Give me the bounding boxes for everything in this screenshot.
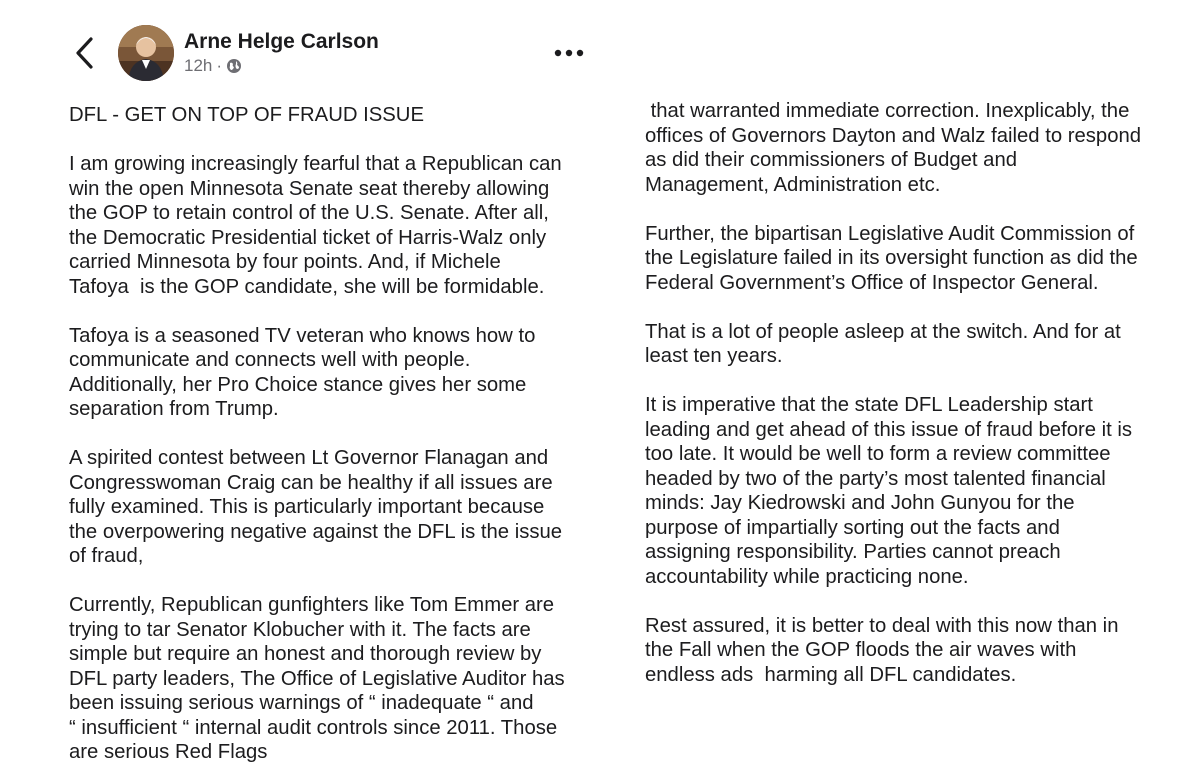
paragraph xyxy=(645,99,1185,197)
text-line: trying to tar Senator Klobucher with it. The facts are xyxy=(69,618,531,641)
text-line: too late. It would be well to form a review committee xyxy=(645,443,1111,465)
paragraph xyxy=(645,614,1185,688)
text-line: Tafoya is the GOP candidate, she will be formidable. xyxy=(69,275,545,298)
text-line: the GOP to retain control of the U.S. Senate. After all, xyxy=(69,202,549,224)
text-line: Rest assured, it is better to deal with this now than in xyxy=(645,614,1119,637)
author-name[interactable]: Arne Helge Carlson xyxy=(184,30,379,53)
post-meta xyxy=(184,56,242,76)
post-text-left-column xyxy=(69,103,609,765)
text-line: A spirited contest between Lt Governor Flanagan and xyxy=(69,447,549,469)
text-line: simple but require an honest and thorough review by xyxy=(69,643,542,665)
paragraph xyxy=(645,320,1185,369)
text-line: Currently, Republican gunfighters like Tom Emmer are xyxy=(69,594,555,616)
text-line: Federal Government’s Office of Inspector General. xyxy=(645,271,1099,294)
paragraph xyxy=(645,222,1185,296)
text-line: the Legislature failed in its oversight function as did the xyxy=(645,247,1138,269)
avatar[interactable] xyxy=(118,25,174,81)
more-options-button[interactable] xyxy=(553,40,585,66)
text-line: “ insufficient “ internal audit controls since 2011. Those xyxy=(69,716,558,739)
text-line: offices of Governors Dayton and Walz failed to respond xyxy=(645,124,1142,147)
text-line: leading and get ahead of this issue of fraud before it is xyxy=(645,418,1133,441)
text-line: separation from Trump. xyxy=(69,398,279,420)
more-horizontal-icon xyxy=(553,40,585,66)
post-header xyxy=(0,0,600,95)
text-line: least ten years. xyxy=(645,345,783,367)
text-line: DFL party leaders, The Office of Legislative Auditor has xyxy=(69,667,565,690)
text-line: are serious Red Flags xyxy=(69,741,268,763)
paragraph xyxy=(645,393,1185,589)
back-button[interactable] xyxy=(70,34,100,72)
text-line: win the open Minnesota Senate seat thereby allowing xyxy=(69,177,550,200)
text-line: that warranted immediate correction. Inexplicably, the xyxy=(645,100,1130,122)
text-line: Additionally, her Pro Choice stance gives her some xyxy=(69,373,527,396)
text-line: headed by two of the party’s most talented financial xyxy=(645,467,1106,490)
text-line: Congresswoman Craig can be healthy if all issues are xyxy=(69,471,553,494)
text-line: the Democratic Presidential ticket of Harris-Walz only xyxy=(69,226,547,249)
text-line: It is imperative that the state DFL Leadership start xyxy=(645,394,1093,416)
paragraph xyxy=(69,446,609,569)
text-line: fully examined. This is particularly important because xyxy=(69,496,545,518)
text-line: endless ads harming all DFL candidates. xyxy=(645,663,1017,686)
paragraph xyxy=(69,324,609,422)
text-line: communicate and connects well with people. xyxy=(69,349,471,371)
meta-separator: · xyxy=(216,56,223,75)
text-line: the Fall when the GOP floods the air waves with xyxy=(645,639,1077,661)
text-line: been issuing serious warnings of “ inadequate “ and xyxy=(69,692,534,714)
text-line: assigning responsibility. Parties cannot preach xyxy=(645,541,1061,563)
text-line: purpose of impartially sorting out the facts and xyxy=(645,516,1060,539)
text-line: I am growing increasingly fearful that a Republican can xyxy=(69,153,562,175)
post-timestamp[interactable]: 12h xyxy=(184,56,213,75)
text-line: Tafoya is a seasoned TV veteran who knows how to xyxy=(69,324,536,347)
text-line: as did their commissioners of Budget and xyxy=(645,149,1018,171)
text-line: the overpowering negative against the DFL is the issue xyxy=(69,520,563,543)
post-text-right-column xyxy=(645,99,1185,687)
text-line: of fraud, xyxy=(69,545,144,567)
chevron-left-icon xyxy=(70,34,100,72)
post-title: DFL - GET ON TOP OF FRAUD ISSUE xyxy=(69,104,424,126)
text-line: Further, the bipartisan Legislative Audit Commission of xyxy=(645,222,1135,245)
text-line: Management, Administration etc. xyxy=(645,173,941,196)
text-line: minds: Jay Kiedrowski and John Gunyou for the xyxy=(645,492,1075,514)
text-line: That is a lot of people asleep at the switch. And for at xyxy=(645,320,1121,343)
paragraph xyxy=(69,152,609,299)
paragraph xyxy=(69,593,609,765)
globe-icon xyxy=(226,58,242,74)
text-line: accountability while practicing none. xyxy=(645,565,969,588)
author-photo xyxy=(118,25,174,81)
text-line: carried Minnesota by four points. And, if Michele xyxy=(69,251,501,273)
